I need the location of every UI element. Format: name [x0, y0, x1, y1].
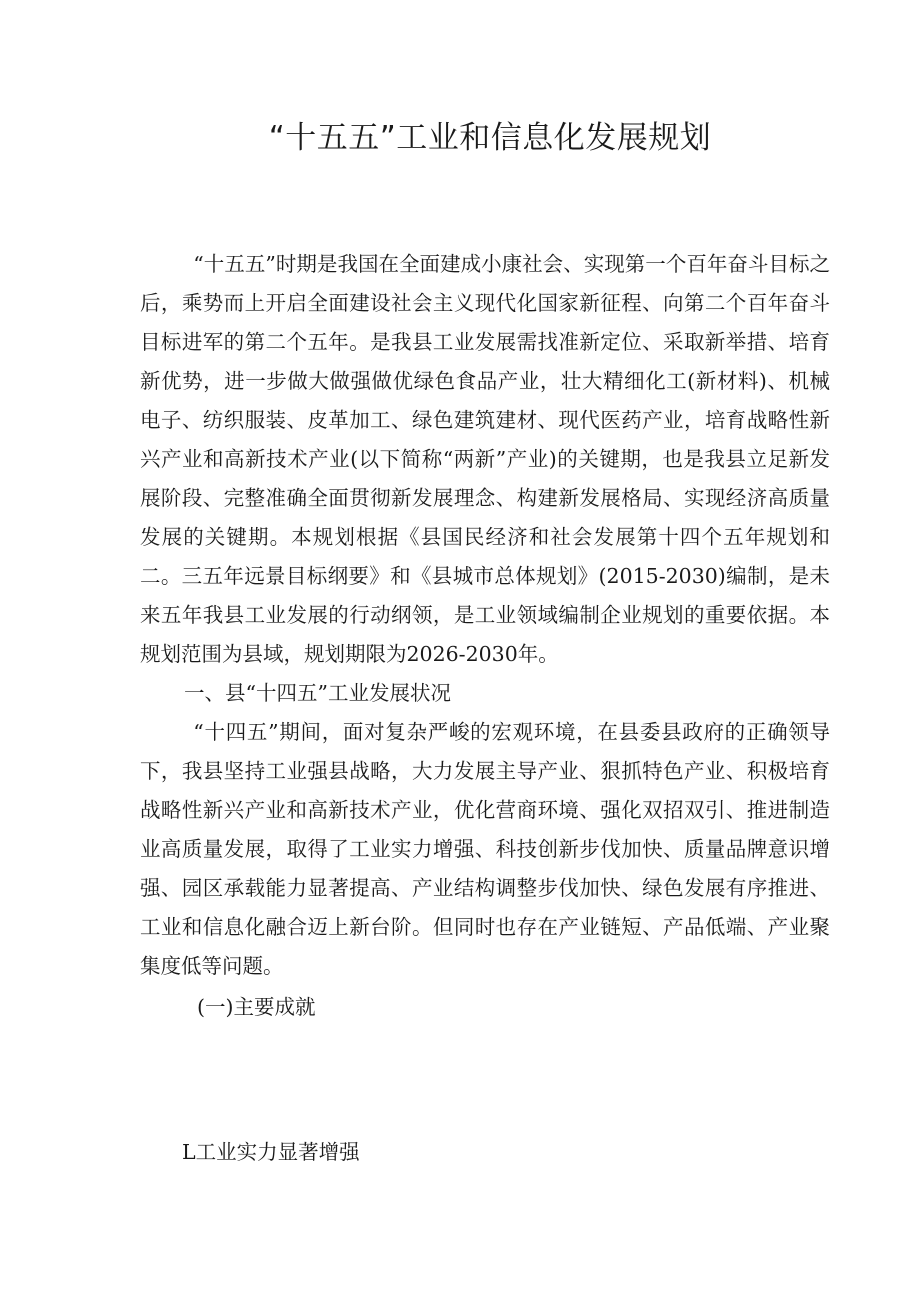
section-1-paragraph: “十四五”期间，面对复杂严峻的宏观环境，在县委县政府的正确领导下，我县坚持工业强县战略，大力发展主导产业、狠抓特色产业、积极培育战略性新兴产业和高新技术产业，优化营商环境、强化双招双引、推进制造业高质量发展，取得了工业实力增强、科技创新步伐加快、质量品牌意识增强、园区承载能力显著提高、产业结构调整步伐加快、绿色发展有序推进、工业和信息化融合迈上新台阶。但同时也存在产业链短、产品低端、产业聚集度低等问题。	[140, 720, 830, 978]
subsection-heading: (一)主要成就	[197, 995, 316, 1019]
item-heading: L工业实力显著增强	[182, 1140, 360, 1164]
section-1-heading: 一、县“十四五”工业发展状况	[184, 681, 451, 705]
intro-paragraph: “十五五”时期是我国在全面建成小康社会、实现第一个百年奋斗目标之后，乘势而上开启全面建设社会主义现代化国家新征程、向第二个百年奋斗目标进军的第二个五年。是我县工业发展需找准新定位、采取新举措、培育新优势，进一步做大做强做优绿色食品产业，壮大精细化工(新材料)、机械电子、纺织服装、皮革加工、绿色建筑建材、现代医药产业，培育战略性新兴产业和高新技术产业(以下简称“两新”产业)的关键期，也是我县立足新发展阶段、完整准确全面贯彻新发展理念、构建新发展格局、实现经济高质量发展的关键期。本规划根据《县国民经济和社会发展第十四个五年规划和二。三五年远景目标纲要》和《县城市总体规划》(2015-2030)编制，是未来五年我县工业发展的行动纲领，是工业领域编制企业规划的重要依据。本规划范围为县域，规划期限为2026-2030年。	[140, 252, 830, 666]
document-body	[140, 245, 830, 1027]
document-title: “十五五”工业和信息化发展规划	[268, 120, 712, 156]
